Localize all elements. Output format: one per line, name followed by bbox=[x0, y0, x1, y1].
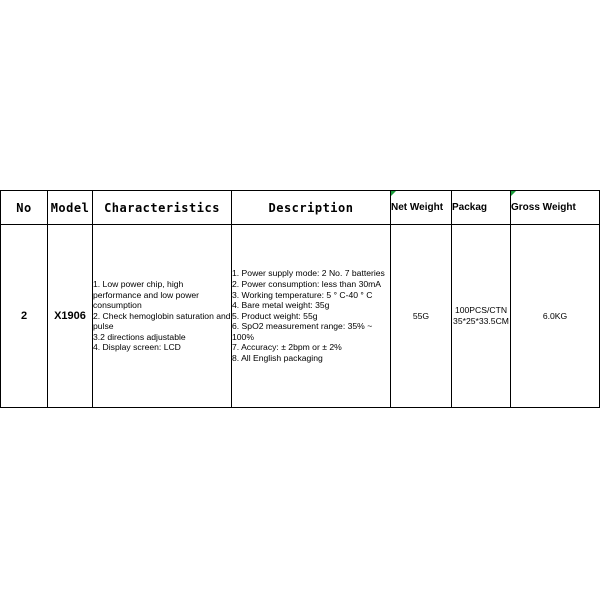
description-line: 1. Power supply mode: 2 No. 7 batteries bbox=[232, 268, 385, 279]
product-spec-table bbox=[0, 190, 600, 408]
packag-line: 100PCS/CTN bbox=[454, 305, 508, 315]
description-line: 8. All English packaging bbox=[232, 353, 323, 364]
description-line: 6. SpO2 measurement range: 35% ~ 100% bbox=[232, 321, 373, 342]
cell-model: X1906 bbox=[48, 225, 93, 408]
table-row bbox=[1, 225, 600, 408]
cell-description bbox=[232, 225, 391, 408]
characteristics-line: 4. Display screen: LCD bbox=[93, 342, 181, 353]
description-line: 4. Bare metal weight: 35g bbox=[232, 300, 330, 311]
header-packag: Packag bbox=[452, 191, 511, 225]
comment-marker-icon bbox=[391, 191, 396, 196]
cell-characteristics bbox=[93, 225, 232, 408]
characteristics-line: 2. Check hemoglobin saturation and pulse bbox=[93, 310, 231, 332]
header-characteristics: Characteristics bbox=[93, 191, 232, 225]
cell-gross-weight: 6.0KG bbox=[511, 225, 600, 408]
characteristics-line: 1. Low power chip, high performance and low power consumption bbox=[93, 278, 200, 311]
cell-packag bbox=[452, 225, 511, 408]
header-gross-weight-label: Gross Weight bbox=[511, 202, 576, 213]
header-gross-weight bbox=[511, 191, 600, 225]
characteristics-line: 3.2 directions adjustable bbox=[93, 331, 186, 342]
header-no: No bbox=[1, 191, 48, 225]
header-model: Model bbox=[48, 191, 93, 225]
header-description: Description bbox=[232, 191, 391, 225]
cell-net-weight: 55G bbox=[391, 225, 452, 408]
description-line: 3. Working temperature: 5 ° C-40 ° C bbox=[232, 289, 373, 300]
packag-line: 35*25*33.5CM bbox=[453, 316, 509, 326]
header-net-weight bbox=[391, 191, 452, 225]
description-line: 7. Accuracy: ± 2bpm or ± 2% bbox=[232, 342, 342, 353]
description-line: 2. Power consumption: less than 30mA bbox=[232, 278, 382, 289]
description-line: 5. Product weight: 55g bbox=[232, 310, 318, 321]
header-net-weight-label: Net Weight bbox=[391, 202, 444, 213]
header-row bbox=[1, 191, 600, 225]
cell-no: 2 bbox=[1, 225, 48, 408]
comment-marker-icon bbox=[511, 191, 516, 196]
